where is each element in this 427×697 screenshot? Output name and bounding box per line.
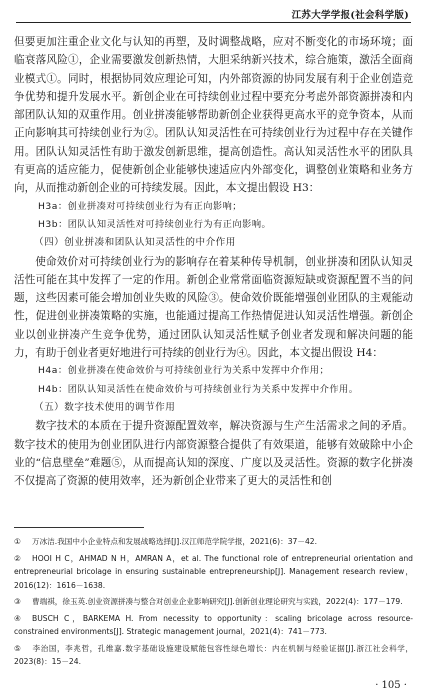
paragraph-intro: 但要更加注重企业文化与认知的再塑，及时调整战略，应对不断变化的市场环境；面临衰落风险①，企业需要激发创新热情，大胆采纳新兴技术，综合施策，激活全面商业模式①。同时，根据协同效应理论可知，内外部资源的协同发展有利于企业创造竞争优势和提升发展水平。新创企业在可持续创业过程中要充分考虑外部资源拼凑和内部团队认知的双重作用。创业拼凑能够帮助新创企业获得更高水平的竞争资本，从而正向影响其可持续创业行为②。团队认知灵活性在可持续创业行为过程中存在关键作用。团队认知灵活性有助于激发创新思维，提高创造性。高认知灵活性水平的团队具有更高的适应能力，促使新创企业能够快速适应内外部变化，调整创业策略和业务方向，从而推动新创企业的可持续发展。因此，本文提出假设 H3： [14, 36, 413, 195]
section-heading-5: （五）数字技术使用的调节作用 [34, 401, 176, 413]
paragraph-mediation: 使命效价对可持续创业行为的影响存在着某种传导机制，创业拼凑和团队认知灵活性可能在其中发挥了一定的作用。新创企业常常面临资源短缺或资源配置不当的问题，这些因素可能会增加创业失败的风险③。使命效价既能增强创业团队的主观能动性，促进创业拼凑策略的实施，也能通过提高工作热情促进认知灵活性增强。新创企业以创业拼凑产生竞争优势，通过团队认知灵活性赋予创业者发现和解决问题的能力，有助于创业者更好地进行可持续的创业行为④。因此，本文提出假设 H4： [14, 255, 413, 360]
footnote-text: BUSCH C，BARKEMA H. From necessity to opportunity：scaling bricolage across resource-constrained environments[J]. Strategic management journal，2021(4)：741－773. [14, 613, 413, 636]
footnote-text: 万冰洁.我国中小企业特点和发展战略选择[J].汉江师范学院学报，2021(6)：37－42. [32, 537, 318, 546]
footnote-number: ③ [14, 597, 21, 606]
footnote-number: ② [14, 553, 21, 563]
section-heading-4: （四）创业拼凑和团队认知灵活性的中介作用 [34, 237, 236, 249]
header-rule [16, 22, 411, 23]
hypothesis-h4a: H4a：创业拼凑在使命效价与可持续创业行为关系中发挥中介作用； [38, 365, 330, 377]
footnote-divider [14, 527, 144, 528]
footnote-text: HOOI H C，AHMAD N H，AMRAN A，et al. The functional role of entrepreneurial orientation and entrepreneurial bricolage in ensuring sustainable entrepreneurship[J]. Management research review，2016(12)：1616－1638. [14, 553, 413, 590]
footnote [14, 552, 413, 593]
footnote-number: ⑤ [14, 643, 21, 653]
footnote [14, 595, 413, 609]
footnote-text: 曹端祺，徐玉英.创业资源拼凑与整合对创业企业影响研究[J].创新创业理论研究与实践，2022(4)：177－179. [32, 597, 403, 606]
hypothesis-h3b: H3b：团队认知灵活性对可持续创业行为有正向影响。 [38, 218, 272, 230]
hypothesis-h3a: H3a：创业拼凑对可持续创业行为有正向影响； [38, 200, 242, 212]
footnote [14, 612, 413, 639]
footnote [14, 642, 413, 669]
footnote-number: ① [14, 537, 21, 546]
hypothesis-h4b: H4b：团队认知灵活性在使命效价与可持续创业行为关系中发挥中介作用。 [38, 383, 359, 395]
footnote-text: 李治国，李兆哲，孔维嘉.数字基础设施建设赋能包容性绿色增长：内在机制与经验证据[J].浙江社会科学，2023(8)：15－24. [14, 643, 413, 666]
footnote [14, 535, 413, 549]
main-body [14, 33, 413, 490]
paragraph-moderation: 数字技术的本质在于提升资源配置效率，解决资源与生产生活需求之间的矛盾。数字技术的使用为创业团队进行内部资源整合提供了有效渠道，能够有效破除中小企业的“信息壁垒”难题⑤，从而提高认知的深度、广度以及灵活性。资源的数字化拼凑不仅提高了资源的使用效率，还为新创企业带来了更大的灵活性和创 [14, 420, 413, 488]
page-number: · 105 · [375, 680, 407, 691]
footnotes [14, 535, 413, 672]
journal-header: 江苏大学学报(社会科学版) [291, 10, 409, 21]
footnote-number: ④ [14, 613, 21, 623]
